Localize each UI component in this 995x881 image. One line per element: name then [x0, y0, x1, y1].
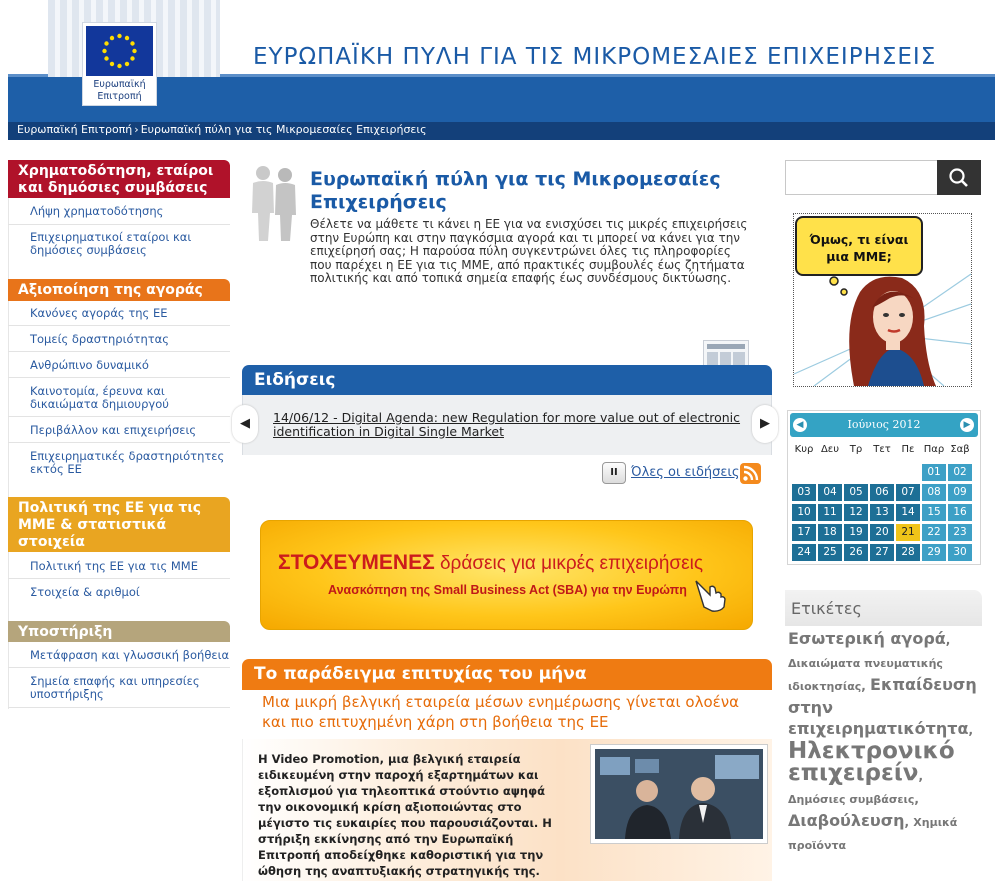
- news-prev-button[interactable]: ◀: [232, 405, 258, 443]
- success-story-text: Η Video Promotion, μια βελγική εταιρεία ειδικευμένη στην παροχή εξαρτημάτων και εξοπλισμού για τηλεοπτικά στούντιο αψηφά την οικονομική κρίση αξιοποιώντας στο μέγιστο τις ευκαιρίες που παρουσιάζονται. Η στήριξη εκκίνησης από την Ευρωπαϊκή Επιτροπή αποδείχθηκε καθοριστική για την ώθηση της αναπτυξιακής στρατηγικής της.: [258, 752, 552, 878]
- tag-link[interactable]: Εσωτερική αγορά: [788, 629, 946, 648]
- banner-subline: Ανασκόπηση της Small Business Act (SBA) για την Ευρώπη: [328, 583, 687, 597]
- calendar-next-icon[interactable]: ▶: [960, 418, 974, 432]
- sidebar-item-innovation[interactable]: Καινοτομία, έρευνα και δικαιώματα δημιουργού: [30, 384, 169, 411]
- sidebar-item-outside-eu[interactable]: Επιχειρηματικές δραστηριότητες εκτός ΕΕ: [30, 449, 225, 476]
- calendar-day[interactable]: 11: [818, 504, 842, 521]
- success-story-subtitle[interactable]: Μια μικρή βελγική εταιρεία μέσων ενημέρωσης γίνεται ολοένα και πιο επιτυχημένη χάρη στη βοήθεια της ΕΕ: [262, 693, 740, 731]
- calendar-day[interactable]: 06: [870, 484, 894, 501]
- calendar-day[interactable]: 01: [922, 464, 946, 481]
- calendar-day[interactable]: 29: [922, 544, 946, 561]
- banner-headline-rest: δράσεις για μικρές επιχειρήσεις: [434, 553, 703, 574]
- calendar-day[interactable]: 08: [922, 484, 946, 501]
- calendar-day[interactable]: 23: [948, 524, 972, 541]
- calendar-day[interactable]: 14: [896, 504, 920, 521]
- calendar-day[interactable]: 28: [896, 544, 920, 561]
- calendar-day[interactable]: 13: [870, 504, 894, 521]
- search-button[interactable]: [937, 160, 981, 195]
- intro-title: Ευρωπαϊκή πύλη για τις Μικρομεσαίες Επιχειρήσεις: [310, 168, 721, 213]
- breadcrumb: [17, 123, 427, 136]
- people-silhouette-icon: [243, 163, 301, 243]
- calendar-day[interactable]: 24: [792, 544, 816, 561]
- tag-link[interactable]: Ηλεκτρονικό επιχειρείν: [788, 738, 955, 786]
- calendar-day[interactable]: 09: [948, 484, 972, 501]
- logo-text-line2: Επιτροπή: [97, 91, 142, 102]
- calendar-day[interactable]: 02: [948, 464, 972, 481]
- tag-separator: ,: [861, 679, 871, 693]
- sidebar-item-environment[interactable]: Περιβάλλον και επιχειρήσεις: [30, 423, 197, 437]
- calendar-weekday: Δευ: [820, 444, 840, 455]
- sidebar-item-translation[interactable]: Μετάφραση και γλωσσική βοήθεια: [30, 648, 230, 662]
- calendar-day[interactable]: 04: [818, 484, 842, 501]
- sba-review-banner[interactable]: [260, 520, 753, 630]
- sidebar-item-human-resources[interactable]: Ανθρώπινο δυναμικό: [30, 358, 149, 372]
- sidebar-item-contact-points[interactable]: Σημεία επαφής και υπηρεσίες υποστήριξης: [30, 674, 200, 701]
- calendar-weekday: Τετ: [873, 444, 891, 455]
- success-story-heading: Το παράδειγμα επιτυχίας του μήνα: [242, 659, 772, 690]
- news-pause-button[interactable]: II: [602, 462, 626, 484]
- speech-bubble: Όμως, τι είναι μια ΜΜΕ;: [795, 216, 923, 276]
- news-next-button[interactable]: ▶: [752, 405, 778, 443]
- sidebar-item-facts-figures[interactable]: Στοιχεία & αριθμοί: [30, 585, 140, 599]
- tag-link[interactable]: Χημικά προϊόντα: [788, 816, 958, 852]
- calendar-day[interactable]: 17: [792, 524, 816, 541]
- divider: [8, 667, 230, 668]
- divider: [8, 416, 230, 417]
- search-input[interactable]: [785, 160, 938, 195]
- calendar-weekday: Κυρ: [794, 444, 814, 455]
- calendar-day[interactable]: 15: [922, 504, 946, 521]
- calendar-day[interactable]: 20: [870, 524, 894, 541]
- tag-cloud: [788, 628, 978, 856]
- tag-link[interactable]: Εκπαίδευση στην επιχειρηματικότητα: [788, 675, 977, 738]
- breadcrumb-item-ec[interactable]: Ευρωπαϊκή Επιτροπή: [17, 123, 133, 136]
- calendar-prev-icon[interactable]: ◀: [793, 418, 807, 432]
- rss-icon[interactable]: [740, 463, 761, 484]
- success-story-photo[interactable]: [590, 744, 768, 844]
- calendar-day[interactable]: 16: [948, 504, 972, 521]
- divider: [8, 325, 230, 326]
- tag-separator: ,: [914, 792, 919, 806]
- logo-text-line1: Ευρωπαϊκή: [93, 79, 146, 90]
- site-title: ΕΥΡΩΠΑΪΚΗ ΠΥΛΗ ΓΙΑ ΤΙΣ ΜΙΚΡΟΜΕΣΑΙΕΣ ΕΠΙΧΕΙΡΗΣΕΙΣ: [253, 44, 937, 70]
- calendar-day[interactable]: 12: [844, 504, 868, 521]
- search-icon: [937, 160, 981, 195]
- eu-flag-icon: [86, 26, 153, 76]
- sidebar-section-support[interactable]: Υποστήριξη: [8, 621, 230, 642]
- sidebar-section-policy[interactable]: Πολιτική της ΕΕ για τις ΜΜΕ & στατιστικά στοιχεία: [8, 497, 230, 552]
- sidebar-item-business-partners[interactable]: Επιχειρηματικοί εταίροι και δημόσιες συμβάσεις: [30, 230, 192, 257]
- breadcrumb-separator: ›: [134, 123, 139, 136]
- calendar-day[interactable]: 18: [818, 524, 842, 541]
- calendar-weekday: Παρ: [923, 444, 945, 455]
- sidebar-section-market[interactable]: Αξιοποίηση της αγοράς: [8, 279, 230, 301]
- calendar-day[interactable]: 03: [792, 484, 816, 501]
- news-heading: Ειδήσεις: [242, 365, 772, 395]
- calendar-day[interactable]: 30: [948, 544, 972, 561]
- sidebar-item-sectors[interactable]: Τομείς δραστηριότητας: [30, 332, 169, 346]
- divider: [8, 351, 230, 352]
- calendar-day-today[interactable]: 21: [896, 524, 920, 541]
- divider: [8, 707, 230, 708]
- calendar-weekday: Τρ: [849, 444, 863, 455]
- tag-link[interactable]: Διαβούλευση: [788, 811, 905, 830]
- sidebar-item-eu-market-rules[interactable]: Κανόνες αγοράς της ΕΕ: [30, 306, 168, 320]
- calendar-day[interactable]: 19: [844, 524, 868, 541]
- all-news-link[interactable]: Όλες οι ειδήσεις: [631, 465, 740, 480]
- tag-separator: ,: [904, 815, 914, 829]
- tag-link[interactable]: Δικαιώματα πνευματικής ιδιοκτησίας: [788, 657, 943, 693]
- calendar-weekday: Πε: [901, 444, 915, 455]
- divider: [8, 578, 230, 579]
- intro-text: Θέλετε να μάθετε τι κάνει η ΕΕ για να ενισχύσει τις μικρές επιχειρήσεις στην Ευρώπη και στην παγκόσμια αγορά και τι μπορεί να κάνει για την επιχείρησή σας; Η παρούσα πύλη συγκεντρώνει όλες τις πληροφορίες που παρέχει η ΕΕ για τις ΜΜΕ, από πρακτικές συμβουλές έως ζητήματα πολιτικής και από τοπικά σημεία επαφής έως συνδέσμους δικτύωσης.: [310, 217, 748, 285]
- tag-link[interactable]: Δημόσιες συμβάσεις: [788, 793, 915, 806]
- divider: [8, 224, 230, 225]
- breadcrumb-item-sme-portal[interactable]: Ευρωπαϊκή πύλη για τις Μικρομεσαίες Επιχειρήσεις: [140, 123, 427, 136]
- sidebar-section-funding[interactable]: Χρηματοδότηση, εταίροι και δημόσιες συμβάσεις: [8, 160, 230, 198]
- calendar-day[interactable]: 05: [844, 484, 868, 501]
- news-headline-link[interactable]: 14/06/12 - Digital Agenda: new Regulation for more value out of electronic identification in Digital Single Market: [273, 410, 741, 439]
- banner-headline-strong: ΣΤΟΧΕΥΜΕΝΕΣ: [278, 551, 435, 574]
- banner-headline: [278, 551, 703, 575]
- tag-separator: ,: [945, 633, 951, 647]
- calendar-day[interactable]: 26: [844, 544, 868, 561]
- tag-separator: ,: [918, 769, 924, 783]
- calendar-month: Ιούνιος 2012: [790, 413, 978, 437]
- calendar-day[interactable]: 07: [896, 484, 920, 501]
- calendar-weekday: Σαβ: [950, 444, 970, 455]
- calendar-day[interactable]: 22: [922, 524, 946, 541]
- calendar-day[interactable]: 25: [818, 544, 842, 561]
- divider: [8, 377, 230, 378]
- pointing-hand-icon: [690, 577, 728, 613]
- tags-heading: Ετικέτες: [785, 590, 982, 626]
- sidebar-item-sme-policy[interactable]: Πολιτική της ΕΕ για τις ΜΜΕ: [30, 559, 198, 573]
- divider: [8, 442, 230, 443]
- calendar-day[interactable]: 27: [870, 544, 894, 561]
- calendar-day[interactable]: 10: [792, 504, 816, 521]
- sidebar-item-getting-funding[interactable]: Λήψη χρηματοδότησης: [30, 204, 164, 218]
- tag-separator: ,: [968, 723, 974, 737]
